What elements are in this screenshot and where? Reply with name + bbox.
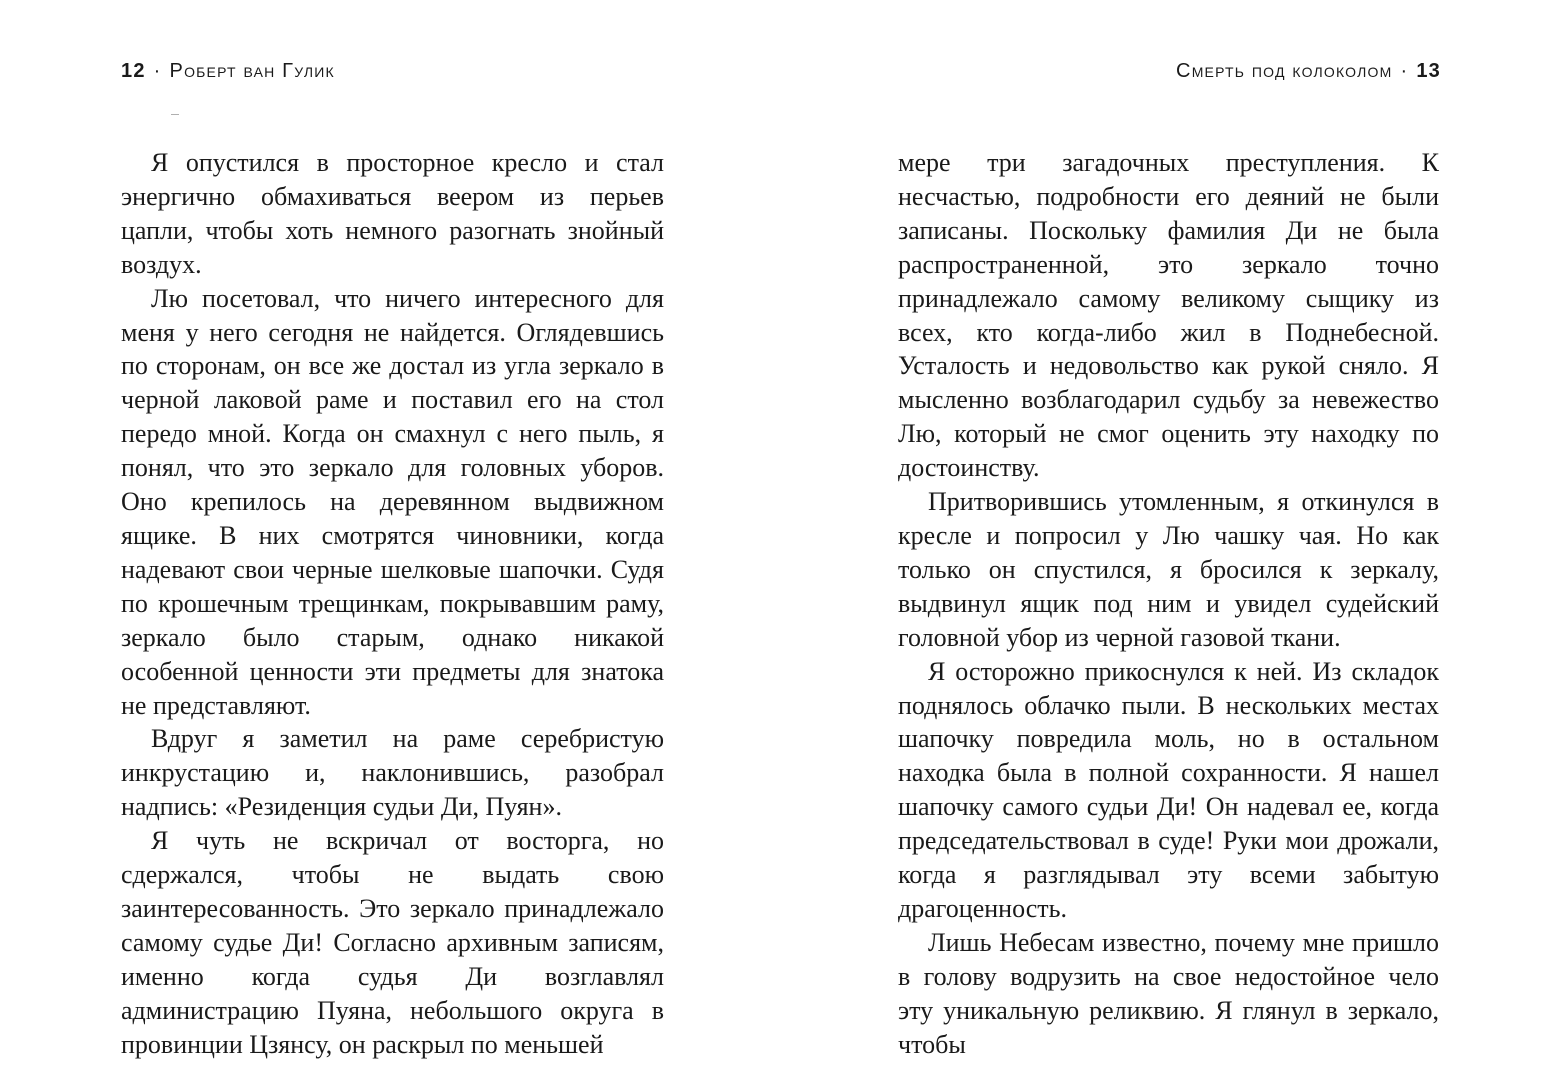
- right-paragraph-2: Притворившись утомленным, я откинулся в кресле и попросил у Лю чашку чая. Но как только он спустился, я бросился к зеркалу, выдвинул ящик под ним и увидел судейский головной убор из черной газовой ткани.: [898, 487, 1439, 652]
- left-paragraph-1: Я опустился в просторное кресло и стал энергично обмахиваться веером из перьев цапли, чтобы хоть немного разогнать знойный воздух.: [121, 148, 664, 279]
- book-title: Смерть под колоколом: [1176, 60, 1393, 82]
- author-name: Роберт ван Гулик: [169, 60, 335, 82]
- left-paragraph-2: Лю посетовал, что ничего интересного для меня у него сегодня не найдется. Оглядевшись по сторонам, он все же достал из угла зеркало в черной лаковой раме и поставил его на стол передо мной. Когда он смахнул с него пыль, я понял, что это зеркало для головных уборов. Оно крепилось на деревянном выдвижном ящике. В них смотрятся чиновники, когда надевают свои черные шелковые шапочки. Судя по крошечным трещинкам, покрывавшим раму, зеркало было старым, однако никакой особенной ценности эти предметы для знатока не представляют.: [121, 283, 664, 720]
- right-paragraph-4: Лишь Небесам известно, почему мне пришло в голову водрузить на свое недостойное чело эту уникальную реликвию. Я глянул в зеркало, чтобы: [898, 927, 1439, 1059]
- right-paragraph-1: мере три загадочных преступления. К несчастью, подробности его деяний не были записаны. Поскольку фамилия Ди не была распространенной, это зеркало точно принадлежало самому великому сыщику из всех, кто когда-либо жил в Поднебесной. Усталость и недовольство как рукой сняло. Я мысленно возблагодарил судьбу за невежество Лю, который не смог оценить эту находку по достоинству.: [898, 148, 1439, 483]
- right-page: [777, 0, 1554, 1080]
- left-text-block: [121, 146, 664, 1061]
- left-paragraph-4: Я чуть не вскричал от восторга, но сдержался, чтобы не выдать свою заинтересованность. Это зеркало принадлежало самому судье Ди! Согласно архивным записям, именно когда судья Ди возглавлял администрацию Пуяна, небольшого округа в провинции Цзянсу, он раскрыл по меньшей: [121, 826, 664, 1059]
- right-page-number: 13: [1416, 60, 1441, 82]
- right-head-separator: ·: [1400, 60, 1409, 82]
- left-page-number: 12: [121, 60, 146, 82]
- right-text-block: [898, 146, 1439, 1061]
- right-running-head: [1176, 60, 1441, 83]
- left-paragraph-3: Вдруг я заметил на раме серебристую инкрустацию и, наклонившись, разобрал надпись: «Резиденция судьи Ди, Пуян».: [121, 724, 664, 822]
- left-running-head: [121, 60, 335, 83]
- left-head-separator: ·: [153, 60, 162, 82]
- right-paragraph-3: Я осторожно прикоснулся к ней. Из складок поднялось облачко пыли. В нескольких местах шапочку повредила моль, но в остальном находка была в полной сохранности. Я нашел шапочку самого судьи Ди! Он надевал ее, когда председательствовал в суде! Руки мои дрожали, когда я разглядывал эту всеми забытую драгоценность.: [898, 656, 1439, 923]
- print-speck: [171, 114, 179, 115]
